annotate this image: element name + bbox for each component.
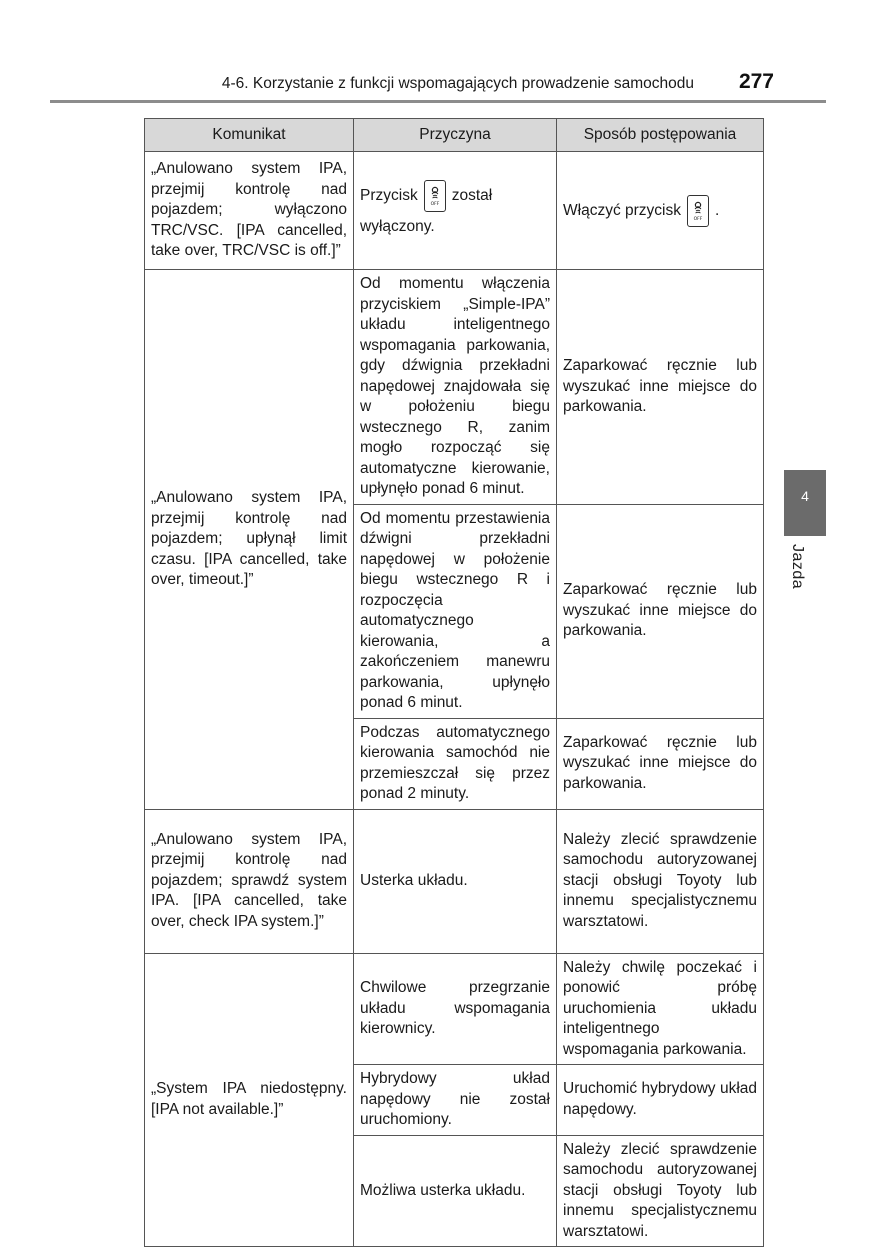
- action-cell: Należy chwilę poczekać i ponowić próbę uruchomienia układu inteligentnego wspomagania parkowania.: [557, 953, 764, 1065]
- cause-cell: Chwilowe przegrzanie układu wspomagania kierownicy.: [354, 953, 557, 1065]
- vsc-off-button-icon: [687, 195, 709, 227]
- message-cell: „Anulowano system IPA, przejmij kontrolę nad pojazdem; sprawdź system IPA. [IPA cancelled, take over, check IPA system.]”: [145, 809, 354, 953]
- table-row: [145, 270, 764, 505]
- svg-text:OFF: OFF: [693, 216, 703, 222]
- table-header-row: [145, 119, 764, 152]
- header-divider: [50, 100, 826, 103]
- column-header-cause: Przyczyna: [354, 119, 557, 152]
- cause-cell: Od momentu włączenia przyciskiem „Simple-IPA” układu inteligentnego wspomagania parkowania, gdy dźwignia przekładni napędowej znajdowała się w położeniu biegu wstecznego R, zanim mogło rozpocząć się automatyczne kierowanie, upłynęło ponad 6 minut.: [354, 270, 557, 505]
- column-header-message: Komunikat: [145, 119, 354, 152]
- cause-cell: Możliwa usterka układu.: [354, 1135, 557, 1247]
- page-header: [0, 66, 800, 96]
- chapter-number: 4: [801, 488, 809, 504]
- table-row: [145, 809, 764, 953]
- action-cell: Uruchomić hybrydowy układ napędowy.: [557, 1065, 764, 1136]
- message-cell: „Anulowano system IPA, przejmij kontrolę nad pojazdem; wyłączono TRC/VSC. [IPA cancelled, take over, TRC/VSC is off.]”: [145, 152, 354, 270]
- svg-text:OFF: OFF: [430, 201, 440, 207]
- cause-text: Przycisk: [360, 186, 418, 204]
- action-text: Włączyć przycisk: [563, 201, 681, 219]
- message-cell: „Anulowano system IPA, przejmij kontrolę nad pojazdem; upłynął limit czasu. [IPA cancelled, take over, timeout.]”: [145, 270, 354, 810]
- chapter-tab: [784, 470, 826, 536]
- cause-text-continued: został wyłączony.: [360, 186, 493, 235]
- message-cell: „System IPA niedostępny. [IPA not available.]”: [145, 953, 354, 1247]
- cause-cell: Od momentu przestawienia dźwigni przekładni napędowej w położenie biegu wstecznego R i rozpoczęcia automatycznego kierowania, a zakończeniem manewru parkowania, upłynęło ponad 6 minut.: [354, 504, 557, 718]
- action-cell: Zaparkować ręcznie lub wyszukać inne miejsce do parkowania.: [557, 504, 764, 718]
- column-header-action: Sposób postępowania: [557, 119, 764, 152]
- table-row: [145, 953, 764, 1065]
- page-number: 277: [738, 70, 774, 93]
- action-cell: Zaparkować ręcznie lub wyszukać inne miejsce do parkowania.: [557, 270, 764, 505]
- vsc-off-button-icon: [424, 180, 446, 212]
- action-cell: Należy zlecić sprawdzenie samochodu autoryzowanej stacji obsługi Toyoty lub innemu specjalistycznemu warsztatowi.: [557, 1135, 764, 1247]
- cause-cell: [354, 152, 557, 270]
- messages-table: [144, 118, 764, 1247]
- cause-cell: Usterka układu.: [354, 809, 557, 953]
- action-cell: [557, 152, 764, 270]
- action-cell: Należy zlecić sprawdzenie samochodu autoryzowanej stacji obsługi Toyoty lub innemu specjalistycznemu warsztatowi.: [557, 809, 764, 953]
- action-text-end: .: [714, 201, 720, 219]
- action-cell: Zaparkować ręcznie lub wyszukać inne miejsce do parkowania.: [557, 718, 764, 809]
- cause-cell: Podczas automatycznego kierowania samochód nie przemieszczał się przez ponad 2 minuty.: [354, 718, 557, 809]
- section-title: 4-6. Korzystanie z funkcji wspomagających prowadzenie samochodu: [221, 75, 694, 92]
- table-row: [145, 152, 764, 270]
- chapter-label: Jazda: [789, 544, 806, 590]
- cause-cell: Hybrydowy układ napędowy nie został uruchomiony.: [354, 1065, 557, 1136]
